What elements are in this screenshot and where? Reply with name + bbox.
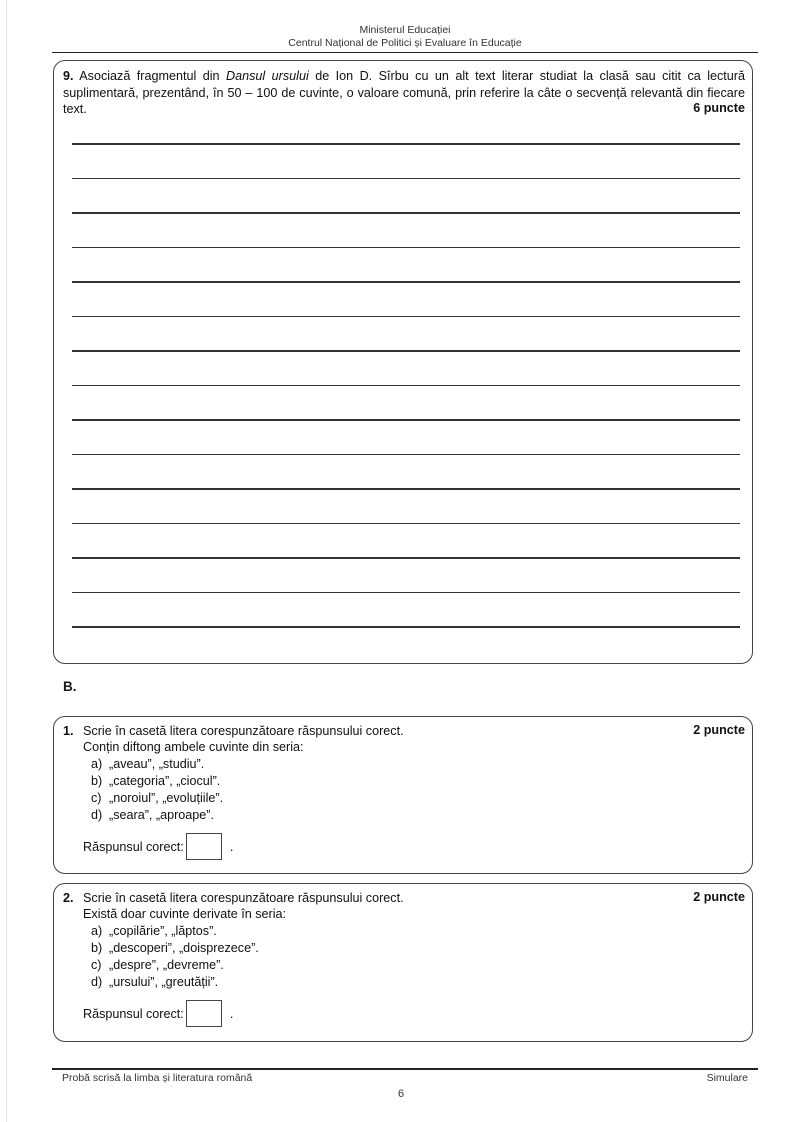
question-b2-box [53,883,753,1042]
page-header [52,24,758,49]
option-letter: d) [91,975,103,989]
answer-suffix: . [229,839,234,854]
question-b2-points: 2 puncte [693,890,745,904]
answer-line[interactable] [72,488,740,490]
option-letter: a) [91,924,103,938]
option-a [91,923,259,940]
option-text: „copilărie”, „lăptos”. [109,924,217,938]
footer-exam-name: Probă scrisă la limba și literatura română [62,1072,253,1084]
question-b2-instruction-text: Scrie în casetă litera corespunzătoare răspunsului corect. [83,891,404,905]
question-b1-points: 2 puncte [693,723,745,737]
option-text: „ursului”, „greutății”. [109,975,219,989]
question-b1-options [91,756,223,824]
answer-line[interactable] [72,281,740,283]
option-letter: b) [91,774,103,788]
option-text: „descoperi”, „doisprezece”. [109,941,259,955]
answer-box[interactable] [186,1000,222,1027]
question-9-points: 6 puncte [693,101,745,115]
option-letter: c) [91,791,102,805]
footer-session: Simulare [706,1072,748,1084]
option-a [91,756,223,773]
option-text: „despre”, „devreme”. [109,958,224,972]
question-9-number: 9. [63,69,74,83]
question-9-text-part2: de Ion D. Sîrbu cu un alt text literar studiat la clasă sau citit ca lectură suplimentară, prezentând, în 50 – 100 de cuvinte, o valoare comună, prin referire la câte o secvență relevantă din fiecare text. [63,69,745,116]
option-b [91,940,259,957]
option-d [91,807,223,824]
question-9-text-part1: Asociază fragmentul din [73,69,226,83]
question-b1-number: 1. [63,724,74,738]
option-c [91,957,259,974]
option-c [91,790,223,807]
option-text: „aveau”, „studiu”. [109,757,205,771]
question-9-box [53,60,753,664]
question-9-work-title: Dansul ursului [226,69,309,83]
option-text: „categoria”, „ciocul”. [109,774,221,788]
option-letter: d) [91,808,103,822]
answer-line[interactable] [72,454,740,456]
answer-line[interactable] [72,523,740,525]
question-b2-number: 2. [63,891,74,905]
answer-label: Răspunsul corect: [83,839,184,854]
header-ministry: Ministerul Educației [359,24,451,36]
option-letter: c) [91,958,102,972]
question-b1-box [53,716,753,874]
option-letter: a) [91,757,103,771]
question-b2-prompt: Există doar cuvinte derivate în seria: [83,907,287,921]
header-center: Centrul Național de Politici și Evaluare în Educație [288,36,522,49]
question-b2-options [91,923,259,991]
answer-line[interactable] [72,592,740,594]
option-b [91,773,223,790]
answer-line[interactable] [72,385,740,387]
question-b2-answer-row [83,1000,233,1027]
question-b1-answer-row [83,833,233,860]
answer-line[interactable] [72,143,740,145]
question-9-text [63,68,745,118]
option-text: „seara”, „aproape”. [109,808,214,822]
question-b1-instruction [63,723,404,740]
answer-line[interactable] [72,247,740,249]
answer-box[interactable] [186,833,222,860]
question-b2-instruction [63,890,404,907]
answer-line[interactable] [72,316,740,318]
footer-rule [52,1068,758,1070]
page-edge [6,0,7,1122]
answer-line[interactable] [72,626,740,628]
answer-line[interactable] [72,419,740,421]
answer-line[interactable] [72,212,740,214]
answer-line[interactable] [72,350,740,352]
question-b1-prompt: Conțin diftong ambele cuvinte din seria: [83,740,304,754]
answer-line[interactable] [72,178,740,180]
answer-line[interactable] [72,557,740,559]
question-b1-instruction-text: Scrie în casetă litera corespunzătoare răspunsului corect. [83,724,404,738]
page-number: 6 [398,1088,405,1100]
answer-label: Răspunsul corect: [83,1006,184,1021]
option-text: „noroiul”, „evoluțiile”. [109,791,224,805]
option-d [91,974,259,991]
section-b-heading: B. [63,679,77,694]
header-rule [52,52,758,53]
answer-suffix: . [229,1006,234,1021]
option-letter: b) [91,941,103,955]
